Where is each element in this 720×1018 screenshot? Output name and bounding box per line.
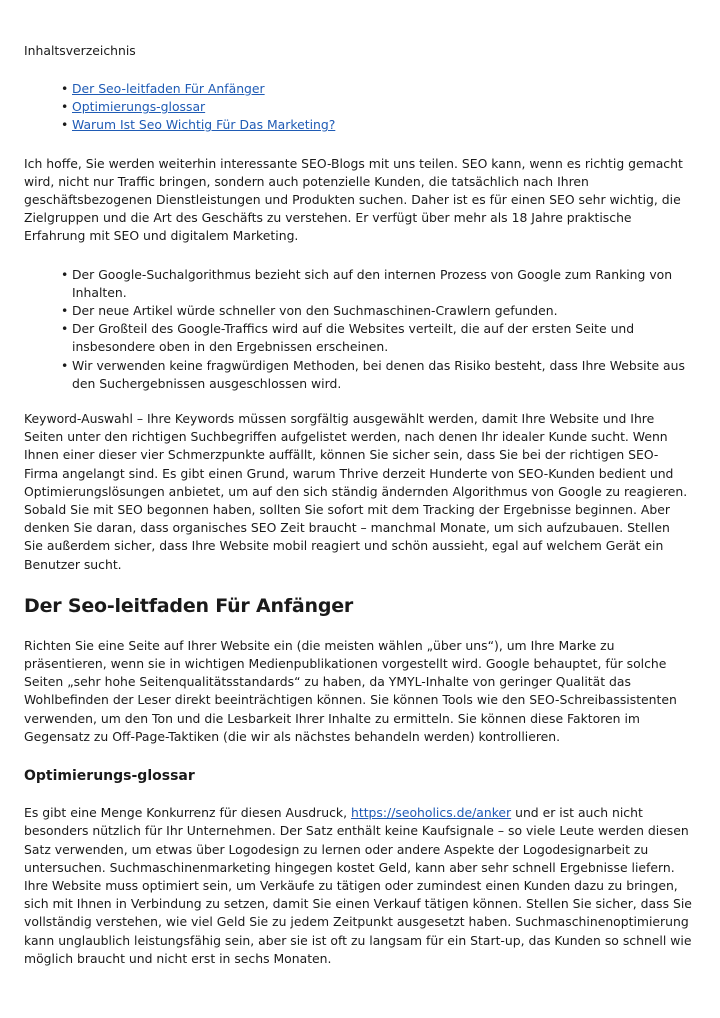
intro-paragraph: Ich hoffe, Sie werden weiterhin interessante SEO-Blogs mit uns teilen. SEO kann, wenn es richtig gemacht wird, nicht nur Traffic bringen, sondern auch potenzielle Kunden, die tatsächlich nach Ihren geschäftsbezogenen Dienstleistungen und Produkten suchen. Daher ist es für einen SEO sehr wichtig, die Zielgruppen und die Art des Geschäfts zu verstehen. Er verfügt über mehr als 18 Jahre praktische Erfahrung mit SEO und digitalem Marketing. — [24, 155, 683, 244]
glossar-text-before-link: Es gibt eine Menge Konkurrenz für diesen Ausdruck, — [24, 805, 351, 821]
glossar-paragraph — [24, 804, 692, 968]
seoholics-link[interactable]: https://seoholics.de/anker — [350, 805, 512, 821]
list-item: • Der Google-Suchalgorithmus bezieht sich auf den internen Prozess von Google zum Ranking von Inhalten. — [61, 266, 692, 302]
toc-item[interactable] — [61, 116, 692, 134]
list-item: • Der Großteil des Google-Traffics wird auf die Websites verteilt, die auf der ersten Seite und insbesondere oben in den Ergebnissen erscheinen. — [61, 320, 692, 356]
list-item: • Wir verwenden keine fragwürdigen Methoden, bei denen das Risiko besteht, dass Ihre Website aus den Suchergebnissen ausgeschlossen wird. — [61, 357, 692, 393]
toc-title: Inhaltsverzeichnis — [24, 43, 136, 58]
table-of-contents — [61, 80, 692, 135]
toc-link-optimierungs-glossar[interactable]: Optimierungs-glossar — [72, 99, 206, 115]
document-page — [24, 42, 692, 988]
section-heading-seo-leitfaden: Der Seo-leitfaden Für Anfänger — [24, 594, 354, 617]
toc-item[interactable] — [61, 80, 692, 98]
toc-link-warum-seo-wichtig[interactable]: Warum Ist Seo Wichtig Für Das Marketing? — [72, 117, 336, 133]
glossar-text-after-link: und er ist auch nicht besonders nützlich für Ihr Unternehmen. Der Satz enthält keine Kaufsignale – so viele Leute werden diesen Satz verwenden, um etwas über Logodesign zu lernen oder andere Aspekte der Logodesignarbeit zu untersuchen. Suchmaschinenmarketing hingegen kostet Geld, kann aber sehr schnell Ergebnisse liefern. Ihre Website muss optimiert sein, um Verkäufe zu tätigen oder zumindest einen Kunden dazu zu bringen, sich mit Ihnen in Verbindung zu setzen, damit Sie einen Verkauf tätigen können. Stellen Sie sicher, dass Sie vollständig verstehen, wie viel Geld Sie zu jedem Zeitpunkt ausgesetzt haben. Suchmaschinenoptimierung kann unglaublich leistungsfähig sein, aber sie ist oft zu langsam für ein Start-up, das Kunden so schnell wie möglich braucht und nicht erst in sechs Monaten. — [24, 805, 692, 966]
seo-leitfaden-paragraph: Richten Sie eine Seite auf Ihrer Website ein (die meisten wählen „über uns“), um Ihre Marke zu präsentieren, wenn sie in wichtigen Medienpublikationen vorgestellt wird. Google behauptet, für solche Seiten „sehr hohe Seitenqualitätsstandards“ zu haben, da YMYL-Inhalte von geringer Qualität das Wohlbefinden der Leser direkt beeinträchtigen können. Sie können Tools wie den SEO-Schreibassistenten verwenden, um den Ton und die Lesbarkeit Ihrer Inhalte zu ermitteln. Sie können diese Faktoren im Gegensatz zu Off-Page-Taktiken (die wir als nächstes behandeln werden) kontrollieren. — [24, 637, 677, 744]
toc-item[interactable] — [61, 98, 692, 116]
toc-link-seo-leitfaden[interactable]: Der Seo-leitfaden Für Anfänger — [72, 81, 265, 96]
section-heading-optimierungs-glossar: Optimierungs-glossar — [24, 768, 195, 785]
keyword-paragraph: Keyword-Auswahl – Ihre Keywords müssen sorgfältig ausgewählt werden, damit Ihre Website und Ihre Seiten unter den richtigen Suchbegriffen aufgelistet werden, nach denen Ihr idealer Kunde sucht. Wenn Ihnen einer dieser vier Schmerzpunkte auffällt, können Sie sicher sein, dass Sie bei der richtigen SEO-Firma angelangt sind. Es gibt einen Grund, warum Thrive derzeit Hunderte von SEO-Kunden bedient und Optimierungslösungen anbietet, um auf den sich ständig ändernden Algorithmus von Google zu reagieren. Sobald Sie mit SEO begonnen haben, sollten Sie sofort mit dem Tracking der Ergebnisse beginnen. Aber denken Sie daran, dass organisches SEO Zeit braucht – manchmal Monate, um sich aufzubauen. Stellen Sie außerdem sicher, dass Ihre Website mobil reagiert und schön aussieht, egal auf welchem Gerät ein Benutzer sucht. — [24, 411, 688, 572]
list-item: • Der neue Artikel würde schneller von den Suchmaschinen-Crawlern gefunden. — [61, 302, 692, 320]
bullet-list — [61, 266, 692, 393]
